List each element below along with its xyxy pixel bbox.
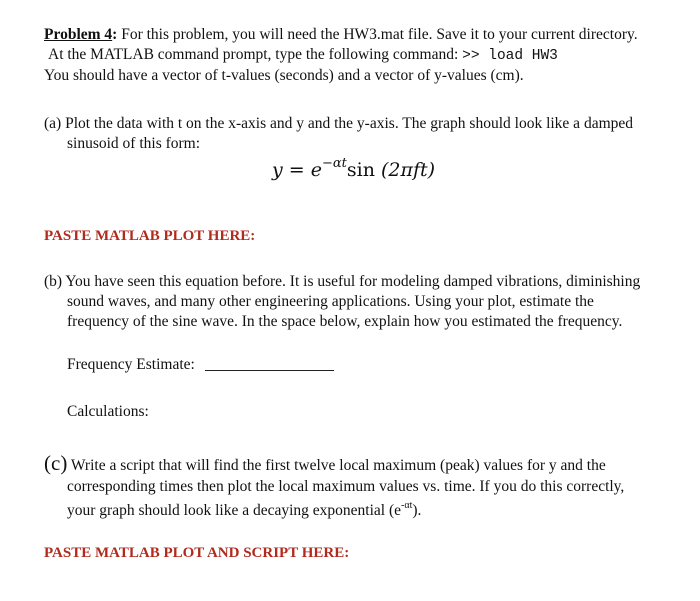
part-c-text-3-end: ). <box>412 502 422 519</box>
problem-command-instruction: At the MATLAB command prompt, type the following command: <box>48 46 463 63</box>
part-b-line-3: frequency of the sine wave. In the space below, explain how you estimated the frequency. <box>67 313 623 330</box>
part-b-line-2: sound waves, and many other engineering applications. Using your plot, estimate the <box>67 293 594 310</box>
part-c-line-3 <box>67 500 421 520</box>
frequency-estimate-label: Frequency Estimate: <box>67 356 195 373</box>
problem-intro-line-2 <box>48 46 558 64</box>
problem-label: Problem 4 <box>44 26 113 43</box>
matlab-command: >> load HW3 <box>462 48 558 64</box>
part-c-text-1: Write a script that will find the first twelve local maximum (peak) values for y and the <box>67 457 606 474</box>
problem-label-colon: : <box>112 26 118 43</box>
part-c-line-1 <box>44 451 606 476</box>
calculations-label: Calculations: <box>67 403 149 420</box>
problem-intro-line-3: You should have a vector of t-values (seconds) and a vector of y-values (cm). <box>44 67 524 84</box>
part-c-text-3: your graph should look like a decaying exponential (e <box>67 502 402 519</box>
part-a-line-2: sinusoid of this form: <box>67 135 201 152</box>
paste-plot-label-a: PASTE MATLAB PLOT HERE: <box>44 228 256 244</box>
problem-intro-line-1 <box>44 26 638 44</box>
part-c-line-2: corresponding times then plot the local maximum values vs. time. If you do this correctly, <box>67 478 625 495</box>
frequency-estimate-blank[interactable] <box>205 370 334 371</box>
equation-lhs: y = e <box>272 159 322 181</box>
part-b-line-1: (b) You have seen this equation before. It is useful for modeling damped vibrations, diminishing <box>44 273 641 290</box>
equation-sin: sin <box>346 159 375 181</box>
problem-intro-text: For this problem, you will need the HW3.mat file. Save it to your current directory. <box>117 26 638 43</box>
decay-exponent: -αt <box>401 500 413 511</box>
paste-plot-script-label-c: PASTE MATLAB PLOT AND SCRIPT HERE: <box>44 545 350 561</box>
part-a-line-1: (a) Plot the data with t on the x-axis and y and the y-axis. The graph should look like a damped <box>44 115 634 132</box>
equation-argument: (2πft) <box>374 159 436 181</box>
equation-exponent: −αt <box>321 156 347 171</box>
damped-sinusoid-equation <box>272 156 435 181</box>
part-c-label: (c) <box>44 451 68 475</box>
